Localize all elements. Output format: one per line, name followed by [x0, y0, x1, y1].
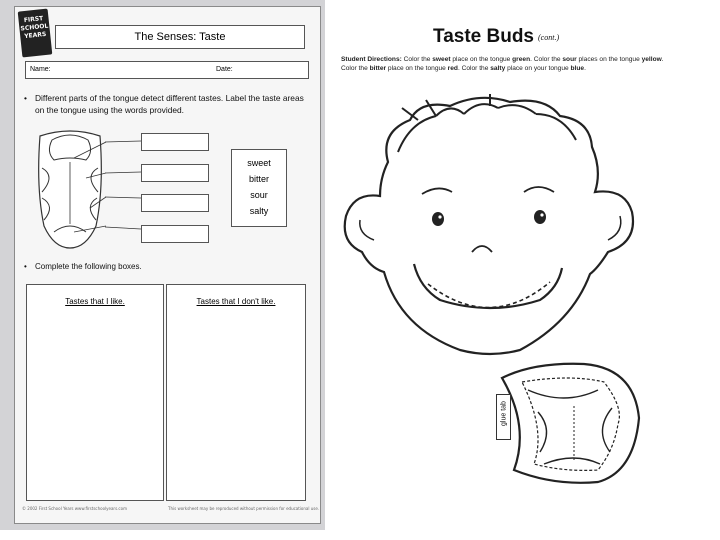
taste-buds-title: Taste Buds — [433, 26, 535, 47]
tongue-cutout-drawing — [494, 360, 644, 490]
name-date-bar — [25, 61, 309, 79]
worksheet-title-text: The Senses: Taste — [134, 31, 226, 43]
word-bitter: bitter — [248, 174, 269, 184]
taste-label-box[interactable] — [141, 225, 209, 243]
tastes-like-box[interactable] — [26, 284, 164, 501]
taste-buds-subtitle: (cont.) — [538, 33, 560, 42]
date-label: Date: — [216, 66, 233, 73]
tastes-dislike-heading: Tastes that I don't like. — [196, 297, 276, 306]
taste-label-box[interactable] — [141, 194, 209, 212]
tastes-like-heading: Tastes that I like. — [65, 297, 125, 306]
student-directions: Student Directions: Color the sweet place on the tongue green. Color the sour places on the tongue yellow. Color the bitter place on the tongue red. Color the salty place on your tongue blue. — [341, 56, 664, 72]
word-sweet: sweet — [247, 158, 271, 168]
leader-lines — [105, 138, 141, 234]
footer-copyright: © 2002 First School Years www.firstschoolyears.com — [22, 506, 127, 511]
word-salty: salty — [249, 206, 269, 216]
directions-label: Student Directions: — [341, 56, 402, 63]
word-bank — [231, 149, 287, 227]
tastes-dislike-box[interactable] — [166, 284, 306, 501]
word-sour: sour — [250, 190, 268, 200]
taste-label-box[interactable] — [141, 133, 209, 151]
taste-label-box[interactable] — [141, 164, 209, 182]
bullet-mark: • — [24, 93, 27, 103]
glue-tab — [496, 394, 511, 440]
boy-face-drawing — [340, 92, 670, 362]
bullet-mark: • — [24, 262, 27, 271]
worksheet-title — [55, 25, 305, 49]
first-school-years-logo: FIRST SCHOOL YEARS — [18, 9, 53, 58]
complete-instruction-text: Complete the following boxes. — [35, 262, 142, 271]
name-label: Name: — [30, 66, 51, 73]
complete-instruction — [26, 262, 142, 271]
tongue-diagram — [34, 128, 106, 250]
tongue-instruction-text: Different parts of the tongue detect different tastes. Label the taste areas on the tongue using the words provided. — [35, 93, 304, 115]
glue-tab-label: glue tab — [500, 401, 508, 426]
tongue-instruction — [26, 92, 308, 116]
footer-permission: This worksheet may be reproduced without permission for educational use. — [168, 506, 320, 511]
